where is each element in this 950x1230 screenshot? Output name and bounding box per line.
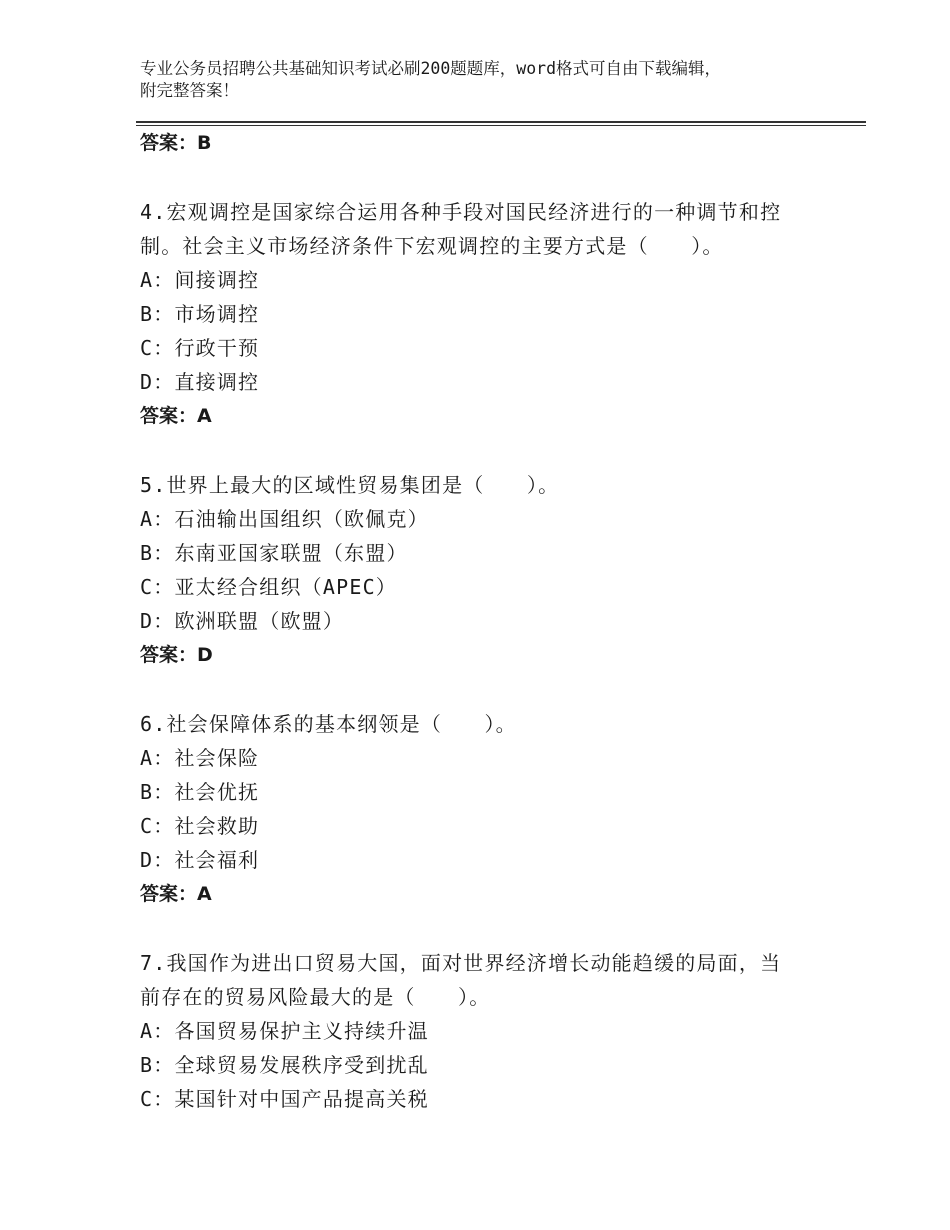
question-6-option-d: D：社会福利 xyxy=(140,848,260,872)
question-4-option-a: A：间接调控 xyxy=(140,268,260,292)
question-5-option-c: C：亚太经合组织（APEC） xyxy=(140,575,398,599)
question-6-option-b: B：社会优抚 xyxy=(140,780,260,804)
page-header xyxy=(140,58,840,102)
question-5-option-a: A：石油输出国组织（欧佩克） xyxy=(140,507,429,531)
question-5-answer: 答案：D xyxy=(140,644,213,666)
header-line-2: 附完整答案！ xyxy=(140,81,239,100)
answer-previous: 答案：B xyxy=(140,132,212,154)
question-4-option-d: D：直接调控 xyxy=(140,370,260,394)
question-7-option-a: A：各国贸易保护主义持续升温 xyxy=(140,1019,429,1043)
question-7-stem-line-1: 7.我国作为进出口贸易大国，面对世界经济增长动能趋缓的局面，当 xyxy=(140,951,782,975)
question-5-stem-line-1: 5.世界上最大的区域性贸易集团是（ ）。 xyxy=(140,473,560,497)
header-line-1: 专业公务员招聘公共基础知识考试必刷200题题库，word格式可自由下载编辑， xyxy=(140,59,722,78)
question-4-option-c: C：行政干预 xyxy=(140,336,260,360)
question-4-stem-line-2: 制。社会主义市场经济条件下宏观调控的主要方式是（ ）。 xyxy=(140,234,724,258)
question-6-option-c: C：社会救助 xyxy=(140,814,260,838)
question-6-option-a: A：社会保险 xyxy=(140,746,260,770)
question-6-answer: 答案：A xyxy=(140,883,212,905)
question-4-option-b: B：市场调控 xyxy=(140,302,260,326)
question-7-stem-line-2: 前存在的贸易风险最大的是（ ）。 xyxy=(140,985,491,1009)
header-rule-thin xyxy=(136,125,866,126)
question-5-option-d: D：欧洲联盟（欧盟） xyxy=(140,609,345,633)
question-5-option-b: B：东南亚国家联盟（东盟） xyxy=(140,541,408,565)
question-7-option-b: B：全球贸易发展秩序受到扰乱 xyxy=(140,1053,429,1077)
question-4-answer: 答案：A xyxy=(140,405,212,427)
question-6-stem-line-1: 6.社会保障体系的基本纲领是（ ）。 xyxy=(140,712,517,736)
header-rule-thick xyxy=(136,121,866,123)
question-4-stem-line-1: 4.宏观调控是国家综合运用各种手段对国民经济进行的一种调节和控 xyxy=(140,200,782,224)
question-7-option-c: C：某国针对中国产品提高关税 xyxy=(140,1087,429,1111)
